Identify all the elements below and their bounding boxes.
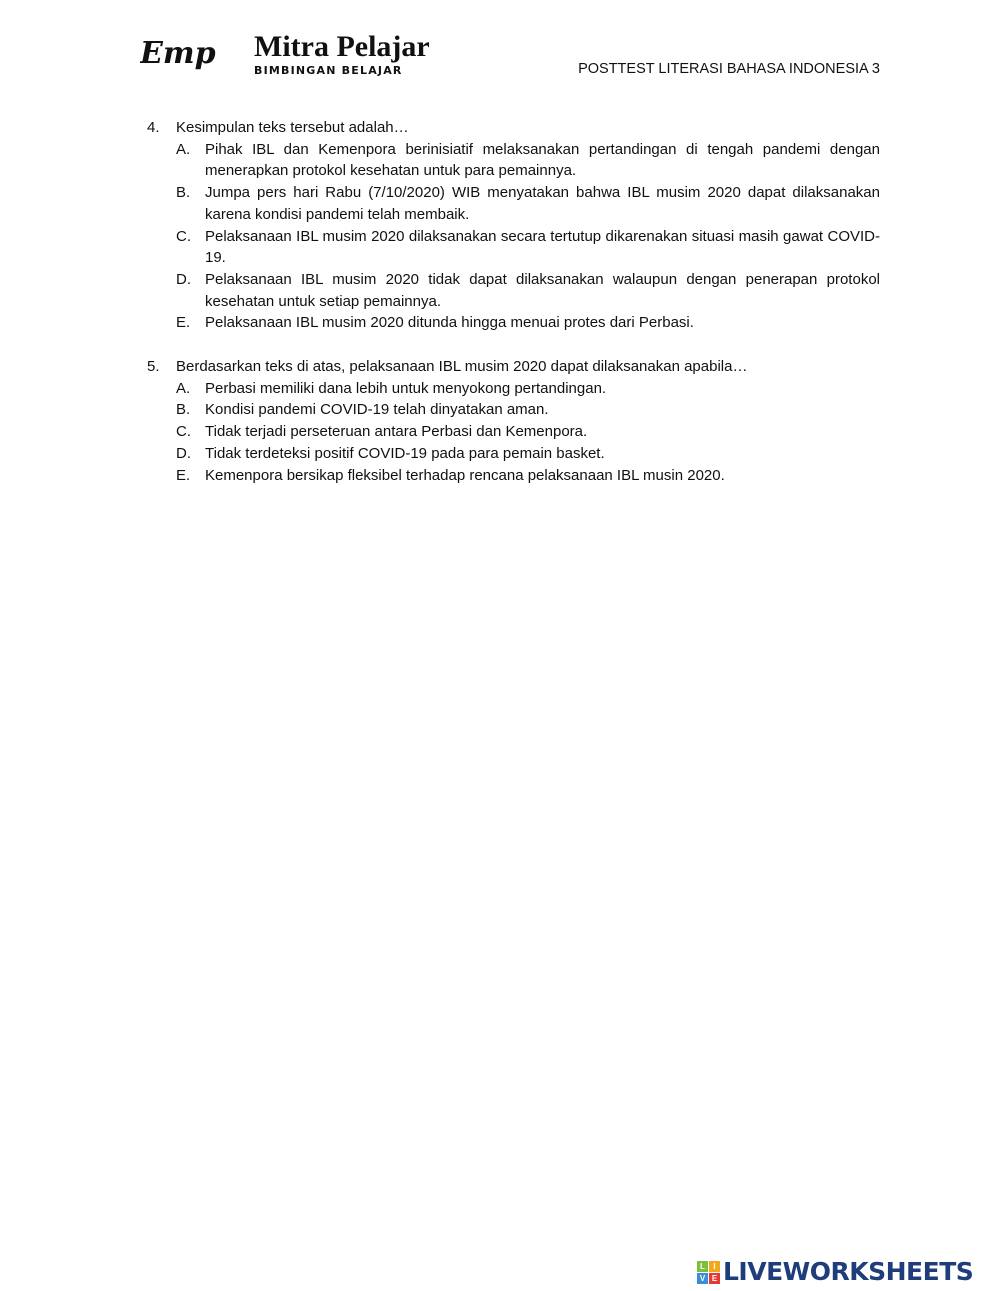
logo-mark: Emp (140, 36, 216, 71)
answer-option[interactable] (176, 378, 880, 400)
question-stem (147, 117, 880, 139)
option-letter: E. (176, 466, 191, 484)
mitra-pelajar-logo (140, 30, 430, 78)
badge-letter: E (709, 1273, 720, 1284)
answer-option[interactable] (176, 182, 880, 225)
option-letter: D. (176, 270, 191, 288)
question-number: 4. (147, 119, 160, 136)
logo-text (254, 30, 430, 78)
document-title: POSTTEST LITERASI BAHASA INDONESIA 3 (578, 61, 880, 77)
option-text: Perbasi memiliki dana lebih untuk menyokong pertandingan. (205, 379, 607, 397)
question-4 (147, 117, 880, 334)
answer-option[interactable] (176, 399, 880, 421)
logo-name: Mitra Pelajar (254, 30, 430, 63)
answer-option[interactable] (176, 269, 880, 312)
option-text: Pelaksanaan IBL musim 2020 ditunda hingga menuai protes dari Perbasi. (205, 314, 694, 332)
option-letter: A. (176, 379, 191, 397)
question-text: Berdasarkan teks di atas, pelaksanaan IBL musim 2020 dapat dilaksanakan apabila… (176, 358, 748, 376)
option-text: Pihak IBL dan Kemenpora berinisiatif melaksanakan pertandingan di tengah pandemi dengan menerapkan protokol kesehatan untuk para pemainnya. (205, 140, 880, 180)
option-letter: C. (176, 423, 191, 441)
question-number: 5. (147, 358, 160, 376)
brand-name: LIVEWORKSHEETS (723, 1257, 974, 1286)
option-text: Tidak terjadi perseteruan antara Perbasi dan Kemenpora. (205, 423, 588, 441)
option-text: Pelaksanaan IBL musim 2020 tidak dapat dilaksanakan walaupun dengan penerapan protokol kesehatan untuk setiap pemainnya. (205, 270, 880, 310)
live-badge-icon (697, 1261, 720, 1284)
question-stem (147, 356, 880, 378)
badge-letter: V (697, 1273, 708, 1284)
option-text: Jumpa pers hari Rabu (7/10/2020) WIB menyatakan bahwa IBL musim 2020 dapat dilaksanakan karena kondisi pandemi telah membaik. (205, 184, 880, 223)
logo-subtitle: BIMBINGAN BELAJAR (254, 64, 403, 77)
option-letter: C. (176, 227, 191, 245)
option-text: Pelaksanaan IBL musim 2020 dilaksanakan secara tertutup dikarenakan situasi masih gawat COVID-19. (205, 227, 880, 267)
option-text: Kondisi pandemi COVID-19 telah dinyatakan aman. (205, 401, 549, 419)
question-5 (147, 356, 880, 486)
badge-letter: L (697, 1261, 708, 1272)
option-letter: D. (176, 444, 191, 462)
answer-option[interactable] (176, 421, 880, 443)
answer-option[interactable] (176, 443, 880, 465)
option-text: Tidak terdeteksi positif COVID-19 pada para pemain basket. (205, 444, 605, 462)
badge-letter: I (709, 1261, 720, 1272)
liveworksheets-logo (697, 1257, 973, 1287)
option-letter: A. (176, 140, 191, 158)
option-text: Kemenpora bersikap fleksibel terhadap rencana pelaksanaan IBL musin 2020. (205, 466, 725, 484)
answer-option[interactable] (176, 139, 880, 182)
option-letter: B. (176, 184, 191, 202)
questions-list (147, 117, 880, 508)
option-letter: E. (176, 314, 191, 332)
answer-option[interactable] (176, 226, 880, 269)
answer-option[interactable] (176, 312, 880, 334)
answer-option[interactable] (176, 465, 880, 487)
option-letter: B. (176, 401, 191, 419)
question-text: Kesimpulan teks tersebut adalah… (176, 119, 409, 136)
